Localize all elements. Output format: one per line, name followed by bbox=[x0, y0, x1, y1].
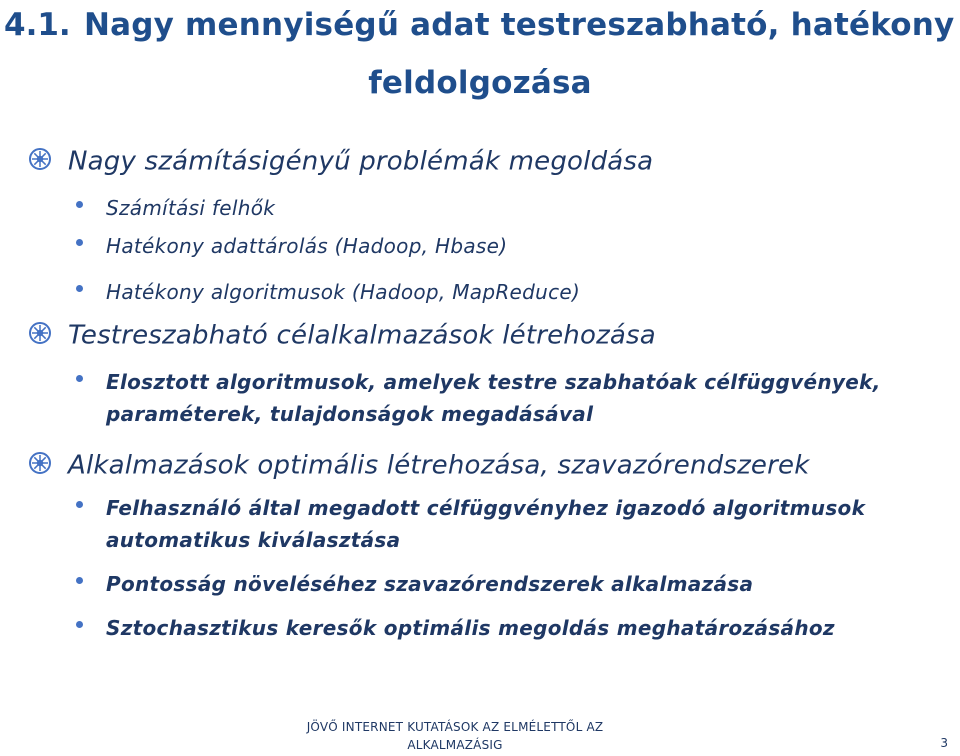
section-heading-text: Alkalmazások optimális létrehozása, szavazórendszerek bbox=[68, 450, 810, 481]
section-bullet-icon bbox=[28, 451, 52, 475]
list-item-text: Felhasználó által megadott célfüggvényhez igazodó algoritmusok automatikus kiválasztása bbox=[106, 496, 866, 552]
list-item bbox=[76, 366, 926, 430]
slide-title bbox=[0, 0, 960, 108]
list-item-text: Hatékony algoritmusok (Hadoop, MapReduce) bbox=[106, 280, 581, 304]
bullet-dot-icon bbox=[76, 239, 83, 246]
list-item-text: Pontosság növeléséhez szavazórendszerek alkalmazása bbox=[106, 572, 754, 596]
title-line-2: feldolgozása bbox=[368, 65, 592, 101]
bullet-dot-icon bbox=[76, 621, 83, 628]
list-item bbox=[76, 276, 916, 308]
title-line-1: Nagy mennyiségű adat testreszabható, hatékony bbox=[84, 7, 955, 43]
bullet-dot-icon bbox=[76, 375, 83, 382]
list-item-text: Sztochasztikus keresők optimális megoldás meghatározásához bbox=[106, 616, 835, 640]
section-heading bbox=[28, 320, 656, 351]
list-item-text: Számítási felhők bbox=[106, 196, 276, 220]
footer-line-2: ALKALMAZÁSIG bbox=[407, 738, 503, 752]
footer-line-1: JÖVŐ INTERNET KUTATÁSOK AZ ELMÉLETTŐL AZ bbox=[306, 720, 604, 734]
list-item bbox=[76, 230, 916, 262]
list-item-text: Elosztott algoritmusok, amelyek testre szabhatóak célfüggvények, paraméterek, tulajdonságok megadásával bbox=[106, 370, 881, 426]
bullet-dot-icon bbox=[76, 285, 83, 292]
slide-footer bbox=[290, 718, 620, 754]
bullet-dot-icon bbox=[76, 501, 83, 508]
list-item bbox=[76, 612, 926, 644]
section-heading bbox=[28, 146, 653, 177]
section-bullet-icon bbox=[28, 321, 52, 345]
section-heading-text: Testreszabható célalkalmazások létrehozása bbox=[68, 320, 656, 351]
list-item bbox=[76, 568, 926, 600]
bullet-dot-icon bbox=[76, 201, 83, 208]
page-number: 3 bbox=[940, 736, 948, 750]
list-item-text: Hatékony adattárolás (Hadoop, Hbase) bbox=[106, 234, 508, 258]
title-number: 4.1. bbox=[4, 7, 71, 43]
section-heading-text: Nagy számításigényű problémák megoldása bbox=[68, 146, 654, 177]
bullet-dot-icon bbox=[76, 577, 83, 584]
section-heading bbox=[28, 450, 809, 481]
section-bullet-icon bbox=[28, 147, 52, 171]
list-item bbox=[76, 192, 916, 224]
list-item bbox=[76, 492, 926, 556]
